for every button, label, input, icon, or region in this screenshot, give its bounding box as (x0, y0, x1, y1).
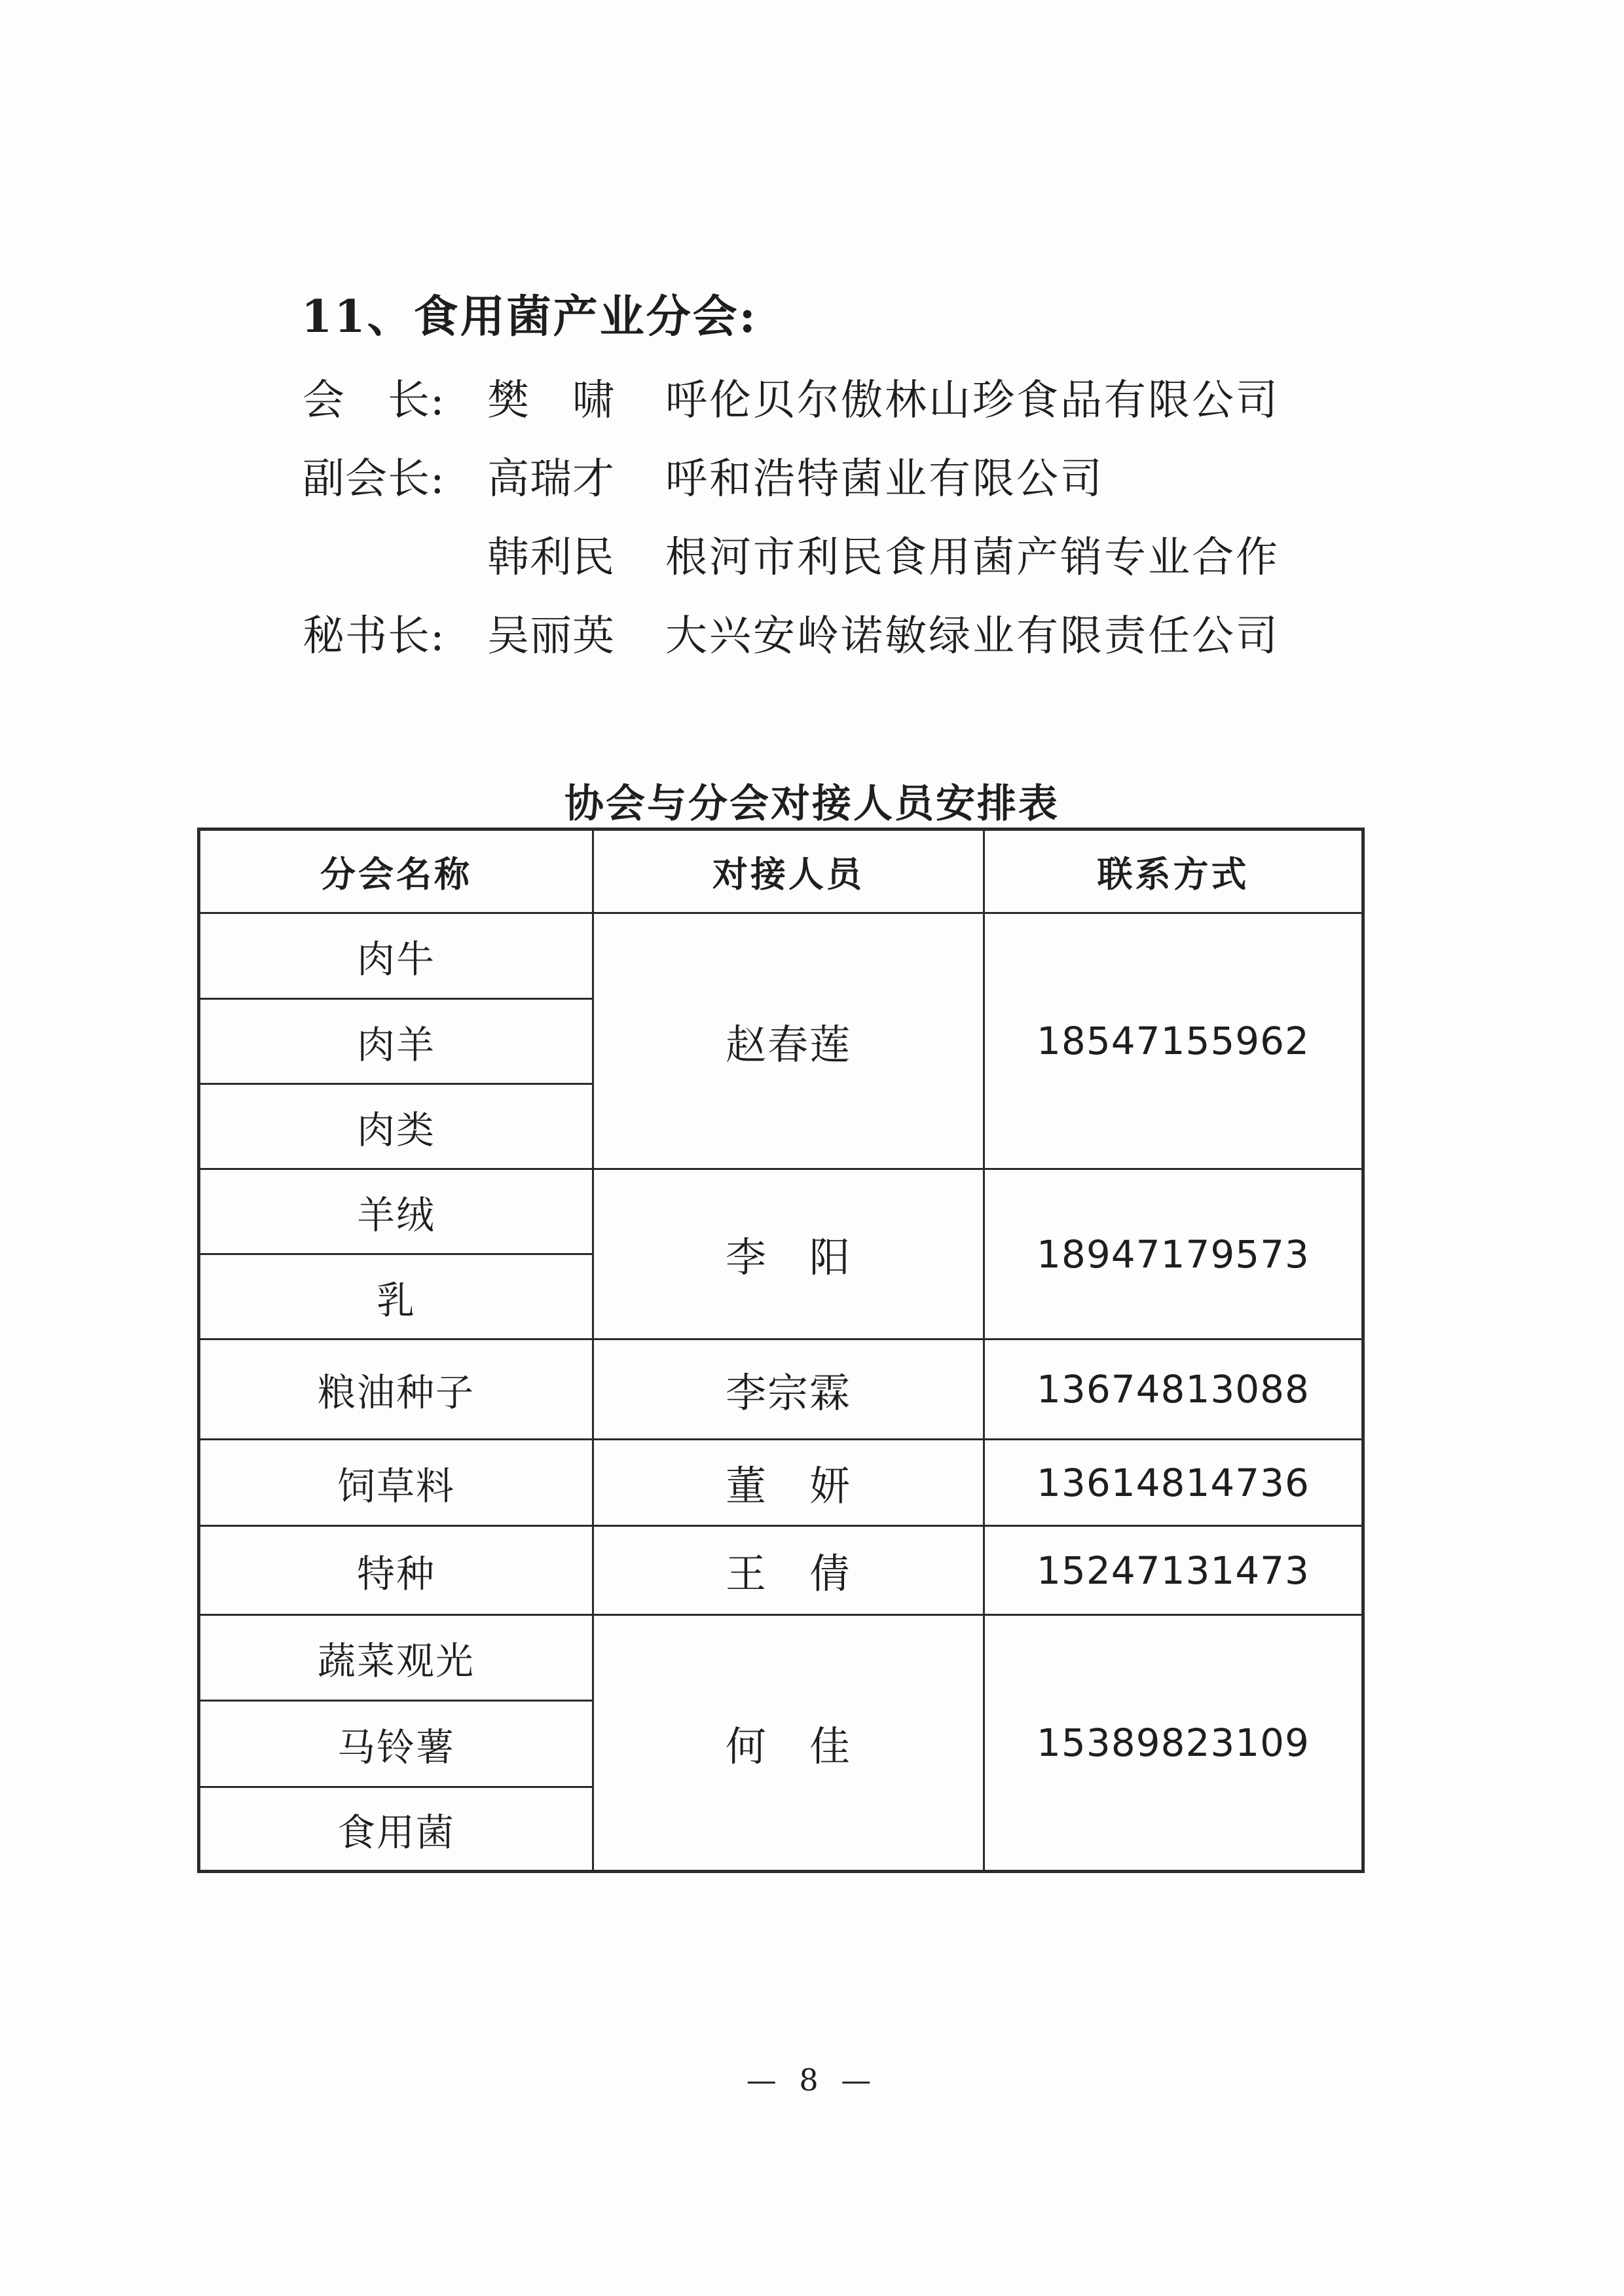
officer-organization: 呼和浩特菌业有限公司 (665, 455, 1104, 503)
branch-name-cell: 粮油种子 (199, 1339, 593, 1440)
officer-role: 副会长: (303, 455, 445, 503)
branch-name-cell: 食用菌 (199, 1787, 593, 1872)
section-heading: 11、食用菌产业分会: (301, 291, 758, 343)
branch-name-cell: 乳 (199, 1254, 593, 1339)
phone-number-cell: 18547155962 (984, 913, 1363, 1169)
table-row (199, 913, 1363, 999)
officer-line-secretary-general (303, 593, 1280, 672)
officer-list (303, 357, 1280, 672)
column-header-contact: 对接人员 (593, 829, 984, 913)
officer-organization: 呼伦贝尔傲林山珍食品有限公司 (665, 376, 1280, 425)
phone-number-cell: 13674813088 (984, 1339, 1363, 1440)
contact-person-cell: 董 妍 (593, 1440, 984, 1526)
contact-person-cell: 何 佳 (593, 1615, 984, 1872)
column-header-branch: 分会名称 (199, 829, 593, 913)
officer-name: 吴丽英 (487, 612, 615, 661)
header-row (199, 829, 1363, 913)
officer-role: 秘书长: (303, 612, 445, 661)
phone-number-cell: 15247131473 (984, 1526, 1363, 1615)
phone-number-cell: 15389823109 (984, 1615, 1363, 1872)
branch-name-cell: 肉牛 (199, 913, 593, 999)
liaison-table-head (199, 829, 1363, 913)
branch-name-cell: 羊绒 (199, 1169, 593, 1254)
column-header-phone: 联系方式 (984, 829, 1363, 913)
officer-role: 会 长: (303, 376, 445, 425)
officer-organization: 大兴安岭诺敏绿业有限责任公司 (665, 612, 1280, 661)
branch-name-cell: 蔬菜观光 (199, 1615, 593, 1701)
contact-person-cell: 赵春莲 (593, 913, 984, 1169)
table-row (199, 1440, 1363, 1526)
liaison-table-body (199, 913, 1363, 1872)
officer-line-vice-president (303, 436, 1280, 515)
table-title: 协会与分会对接人员安排表 (564, 781, 1060, 827)
officer-name: 樊 啸 (487, 376, 615, 425)
contact-person-cell: 李 阳 (593, 1169, 984, 1339)
table-row (199, 1169, 1363, 1254)
table-row (199, 1339, 1363, 1440)
branch-name-cell: 特种 (199, 1526, 593, 1615)
branch-name-cell: 肉羊 (199, 999, 593, 1084)
contact-person-cell: 李宗霖 (593, 1339, 984, 1440)
branch-name-cell: 饲草料 (199, 1440, 593, 1526)
contact-person-cell: 王 倩 (593, 1526, 984, 1615)
officer-name: 韩利民 (487, 534, 615, 582)
phone-number-cell: 18947179573 (984, 1169, 1363, 1339)
table-row (199, 1615, 1363, 1701)
branch-name-cell: 马铃薯 (199, 1701, 593, 1787)
phone-number-cell: 13614814736 (984, 1440, 1363, 1526)
officer-name: 高瑞才 (487, 455, 615, 503)
officer-organization: 根河市利民食用菌产销专业合作 (665, 534, 1280, 582)
branch-name-cell: 肉类 (199, 1084, 593, 1169)
table-row (199, 1526, 1363, 1615)
page-number: — 8 — (746, 2062, 878, 2098)
officer-line-president (303, 357, 1280, 436)
officer-line-vice-president-2 (303, 515, 1280, 593)
liaison-table (197, 828, 1365, 1873)
